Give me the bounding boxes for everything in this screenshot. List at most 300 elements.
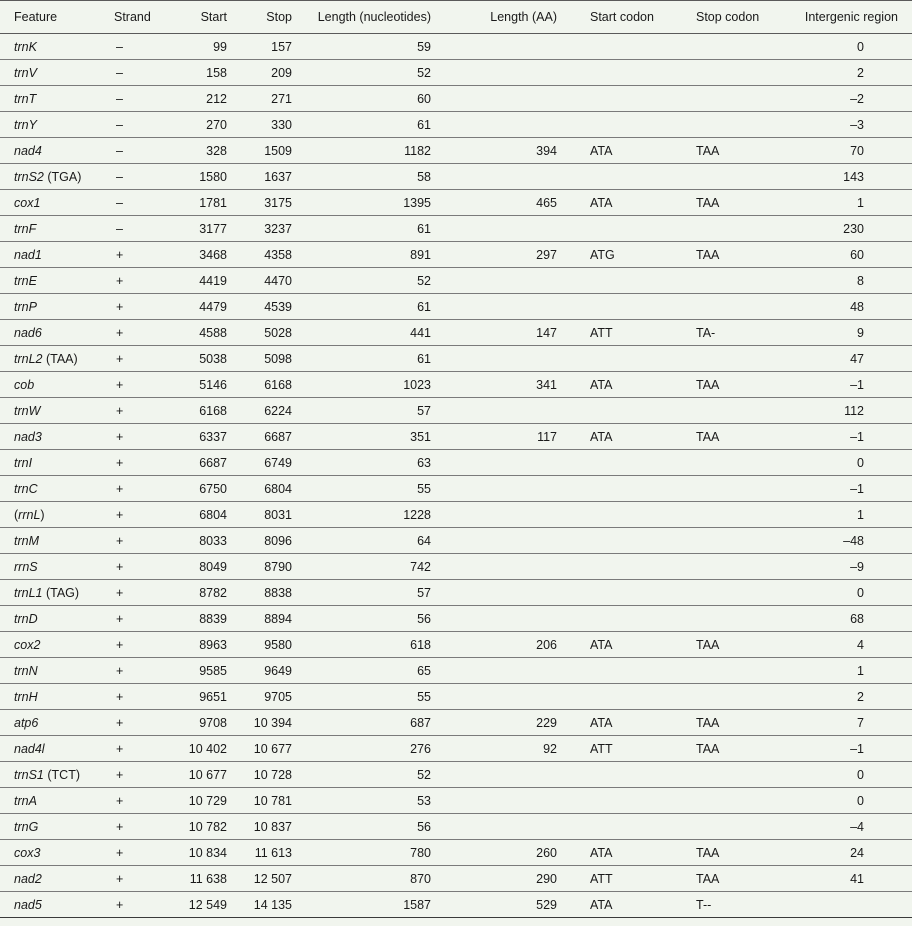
feature-name: trnK	[14, 39, 37, 54]
feature-cell	[0, 528, 114, 554]
start-cell: 4479	[166, 294, 227, 320]
stop-codon-cell	[662, 216, 767, 242]
length-aa-cell	[431, 554, 557, 580]
start-codon-cell: ATA	[557, 892, 662, 918]
stop-codon-cell	[662, 476, 767, 502]
length-nt-cell: 1228	[292, 502, 431, 528]
stop-cell: 1637	[227, 164, 292, 190]
strand-cell: –	[114, 86, 166, 112]
start-codon-cell	[557, 502, 662, 528]
feature-cell	[0, 190, 114, 216]
length-aa-cell	[431, 606, 557, 632]
length-aa-cell	[431, 658, 557, 684]
length-aa-cell	[431, 164, 557, 190]
start-cell: 212	[166, 86, 227, 112]
start-cell: 10 782	[166, 814, 227, 840]
col-header-length-aa: Length (AA)	[431, 1, 557, 34]
feature-paren-close: )	[40, 507, 45, 522]
intergenic-cell: 0	[767, 34, 912, 60]
stop-cell: 10 677	[227, 736, 292, 762]
start-cell: 9651	[166, 684, 227, 710]
start-cell: 328	[166, 138, 227, 164]
length-nt-cell: 891	[292, 242, 431, 268]
start-cell: 8033	[166, 528, 227, 554]
feature-cell	[0, 268, 114, 294]
feature-cell	[0, 216, 114, 242]
stop-codon-cell	[662, 814, 767, 840]
start-codon-cell	[557, 658, 662, 684]
length-nt-cell: 56	[292, 814, 431, 840]
start-codon-cell	[557, 762, 662, 788]
stop-codon-cell	[662, 60, 767, 86]
intergenic-cell: 1	[767, 190, 912, 216]
col-header-length-nt: Length (nucleotides)	[292, 1, 431, 34]
feature-name: trnA	[14, 793, 37, 808]
table-row	[0, 476, 912, 502]
strand-cell: +	[114, 684, 166, 710]
table-row	[0, 268, 912, 294]
length-aa-cell: 341	[431, 372, 557, 398]
length-aa-cell	[431, 762, 557, 788]
col-header-strand: Strand	[114, 1, 166, 34]
stop-codon-cell: T--	[662, 892, 767, 918]
start-codon-cell: ATA	[557, 424, 662, 450]
stop-cell: 5098	[227, 346, 292, 372]
col-header-intergenic: Intergenic region	[767, 1, 912, 34]
table-row	[0, 242, 912, 268]
start-codon-cell	[557, 814, 662, 840]
feature-cell	[0, 242, 114, 268]
feature-cell	[0, 34, 114, 60]
strand-cell: +	[114, 710, 166, 736]
intergenic-cell: 4	[767, 632, 912, 658]
feature-name: trnS1	[14, 767, 44, 782]
length-nt-cell: 52	[292, 268, 431, 294]
start-cell: 3177	[166, 216, 227, 242]
strand-cell: –	[114, 112, 166, 138]
stop-cell: 1509	[227, 138, 292, 164]
strand-cell: +	[114, 372, 166, 398]
start-cell: 6804	[166, 502, 227, 528]
strand-cell: +	[114, 554, 166, 580]
start-cell: 3468	[166, 242, 227, 268]
stop-codon-cell	[662, 502, 767, 528]
start-codon-cell: ATG	[557, 242, 662, 268]
stop-cell: 14 135	[227, 892, 292, 918]
start-codon-cell: ATA	[557, 190, 662, 216]
strand-cell: +	[114, 476, 166, 502]
intergenic-cell: –1	[767, 424, 912, 450]
feature-name: trnG	[14, 819, 39, 834]
start-cell: 12 549	[166, 892, 227, 918]
length-aa-cell	[431, 216, 557, 242]
length-nt-cell: 1587	[292, 892, 431, 918]
length-aa-cell	[431, 684, 557, 710]
intergenic-cell: 8	[767, 268, 912, 294]
start-cell: 8782	[166, 580, 227, 606]
start-codon-cell	[557, 112, 662, 138]
stop-cell: 10 781	[227, 788, 292, 814]
start-codon-cell: ATA	[557, 710, 662, 736]
table-row	[0, 138, 912, 164]
length-nt-cell: 59	[292, 34, 431, 60]
length-nt-cell: 57	[292, 580, 431, 606]
length-nt-cell: 61	[292, 112, 431, 138]
length-nt-cell: 1395	[292, 190, 431, 216]
intergenic-cell: 112	[767, 398, 912, 424]
feature-cell	[0, 450, 114, 476]
stop-codon-cell	[662, 606, 767, 632]
table-row	[0, 86, 912, 112]
stop-cell: 6168	[227, 372, 292, 398]
feature-name: trnL2	[14, 351, 43, 366]
length-nt-cell: 780	[292, 840, 431, 866]
stop-cell: 6224	[227, 398, 292, 424]
feature-cell	[0, 86, 114, 112]
stop-codon-cell	[662, 580, 767, 606]
intergenic-cell: 60	[767, 242, 912, 268]
intergenic-cell: –48	[767, 528, 912, 554]
start-codon-cell: ATT	[557, 866, 662, 892]
table-row	[0, 34, 912, 60]
feature-name: trnM	[14, 533, 39, 548]
length-aa-cell: 147	[431, 320, 557, 346]
length-aa-cell	[431, 294, 557, 320]
start-codon-cell: ATT	[557, 320, 662, 346]
start-codon-cell	[557, 684, 662, 710]
col-header-start: Start	[166, 1, 227, 34]
start-codon-cell: ATA	[557, 632, 662, 658]
start-codon-cell	[557, 554, 662, 580]
stop-cell: 4358	[227, 242, 292, 268]
stop-cell: 11 613	[227, 840, 292, 866]
feature-name: cox1	[14, 195, 41, 210]
feature-name: nad4l	[14, 741, 45, 756]
feature-name: cox2	[14, 637, 41, 652]
start-codon-cell	[557, 346, 662, 372]
intergenic-cell: 0	[767, 762, 912, 788]
col-header-stop-codon: Stop codon	[662, 1, 767, 34]
table-row	[0, 658, 912, 684]
stop-codon-cell	[662, 554, 767, 580]
table-row	[0, 736, 912, 762]
feature-cell	[0, 138, 114, 164]
strand-cell: +	[114, 294, 166, 320]
col-header-feature: Feature	[0, 1, 114, 34]
intergenic-cell: 1	[767, 658, 912, 684]
length-aa-cell: 117	[431, 424, 557, 450]
stop-codon-cell: TAA	[662, 190, 767, 216]
strand-cell: –	[114, 216, 166, 242]
stop-codon-cell: TA-	[662, 320, 767, 346]
length-nt-cell: 742	[292, 554, 431, 580]
feature-cell	[0, 294, 114, 320]
start-codon-cell: ATT	[557, 736, 662, 762]
table-row	[0, 684, 912, 710]
table-row	[0, 112, 912, 138]
start-cell: 1580	[166, 164, 227, 190]
strand-cell: +	[114, 268, 166, 294]
length-nt-cell: 618	[292, 632, 431, 658]
feature-cell	[0, 424, 114, 450]
feature-name: nad1	[14, 247, 42, 262]
stop-cell: 157	[227, 34, 292, 60]
stop-cell: 4539	[227, 294, 292, 320]
stop-cell: 9580	[227, 632, 292, 658]
feature-cell	[0, 866, 114, 892]
strand-cell: +	[114, 398, 166, 424]
stop-codon-cell	[662, 164, 767, 190]
strand-cell: +	[114, 814, 166, 840]
feature-name: trnS2	[14, 169, 44, 184]
start-codon-cell	[557, 216, 662, 242]
start-codon-cell	[557, 398, 662, 424]
strand-cell: +	[114, 840, 166, 866]
intergenic-cell: –4	[767, 814, 912, 840]
intergenic-cell: –1	[767, 372, 912, 398]
start-cell: 1781	[166, 190, 227, 216]
stop-codon-cell: TAA	[662, 372, 767, 398]
start-cell: 9585	[166, 658, 227, 684]
stop-cell: 8096	[227, 528, 292, 554]
stop-cell: 9705	[227, 684, 292, 710]
table-row	[0, 320, 912, 346]
start-cell: 10 834	[166, 840, 227, 866]
intergenic-cell: 7	[767, 710, 912, 736]
length-nt-cell: 55	[292, 684, 431, 710]
length-aa-cell: 297	[431, 242, 557, 268]
feature-cell	[0, 580, 114, 606]
table-row	[0, 216, 912, 242]
stop-codon-cell	[662, 294, 767, 320]
feature-cell	[0, 502, 114, 528]
start-cell: 10 677	[166, 762, 227, 788]
start-cell: 9708	[166, 710, 227, 736]
feature-name: cob	[14, 377, 35, 392]
strand-cell: –	[114, 164, 166, 190]
stop-cell: 4470	[227, 268, 292, 294]
table-row	[0, 840, 912, 866]
feature-name: trnC	[14, 481, 38, 496]
stop-cell: 330	[227, 112, 292, 138]
length-aa-cell	[431, 788, 557, 814]
intergenic-cell: 2	[767, 60, 912, 86]
start-cell: 6337	[166, 424, 227, 450]
stop-codon-cell: TAA	[662, 866, 767, 892]
table-row	[0, 710, 912, 736]
intergenic-cell: –3	[767, 112, 912, 138]
length-aa-cell	[431, 346, 557, 372]
length-nt-cell: 64	[292, 528, 431, 554]
feature-cell	[0, 710, 114, 736]
table-row	[0, 632, 912, 658]
strand-cell: +	[114, 788, 166, 814]
table-row	[0, 892, 912, 918]
feature-cell	[0, 892, 114, 918]
start-codon-cell	[557, 476, 662, 502]
start-codon-cell: ATA	[557, 138, 662, 164]
table-row	[0, 424, 912, 450]
strand-cell: +	[114, 502, 166, 528]
intergenic-cell: 68	[767, 606, 912, 632]
feature-cell	[0, 788, 114, 814]
table-row	[0, 502, 912, 528]
table-row	[0, 190, 912, 216]
stop-codon-cell	[662, 684, 767, 710]
feature-name: trnD	[14, 611, 38, 626]
length-aa-cell: 206	[431, 632, 557, 658]
stop-cell: 12 507	[227, 866, 292, 892]
stop-codon-cell: TAA	[662, 632, 767, 658]
stop-cell: 9649	[227, 658, 292, 684]
stop-codon-cell: TAA	[662, 736, 767, 762]
length-aa-cell	[431, 268, 557, 294]
start-cell: 6687	[166, 450, 227, 476]
feature-name: trnN	[14, 663, 38, 678]
feature-cell	[0, 762, 114, 788]
table-body	[0, 34, 912, 918]
feature-name: trnW	[14, 403, 41, 418]
length-nt-cell: 276	[292, 736, 431, 762]
stop-codon-cell	[662, 346, 767, 372]
intergenic-cell: 70	[767, 138, 912, 164]
length-aa-cell	[431, 60, 557, 86]
start-cell: 8963	[166, 632, 227, 658]
length-aa-cell	[431, 814, 557, 840]
stop-cell: 10 728	[227, 762, 292, 788]
table-row	[0, 788, 912, 814]
length-aa-cell: 394	[431, 138, 557, 164]
col-header-start-codon: Start codon	[557, 1, 662, 34]
stop-cell: 271	[227, 86, 292, 112]
length-nt-cell: 441	[292, 320, 431, 346]
feature-note: (TGA)	[43, 169, 82, 184]
table-row	[0, 372, 912, 398]
feature-cell	[0, 554, 114, 580]
stop-codon-cell	[662, 86, 767, 112]
stop-codon-cell: TAA	[662, 840, 767, 866]
start-codon-cell: ATA	[557, 840, 662, 866]
stop-codon-cell	[662, 450, 767, 476]
feature-note: (TAG)	[42, 585, 80, 600]
length-aa-cell: 260	[431, 840, 557, 866]
length-nt-cell: 53	[292, 788, 431, 814]
feature-cell	[0, 164, 114, 190]
start-codon-cell	[557, 268, 662, 294]
strand-cell: +	[114, 320, 166, 346]
intergenic-cell: 24	[767, 840, 912, 866]
length-aa-cell	[431, 86, 557, 112]
strand-cell: +	[114, 762, 166, 788]
intergenic-cell: 41	[767, 866, 912, 892]
length-nt-cell: 870	[292, 866, 431, 892]
stop-cell: 8790	[227, 554, 292, 580]
feature-name: cox3	[14, 845, 41, 860]
intergenic-cell: 2	[767, 684, 912, 710]
stop-codon-cell	[662, 398, 767, 424]
intergenic-cell: 9	[767, 320, 912, 346]
length-aa-cell: 92	[431, 736, 557, 762]
feature-name: trnH	[14, 689, 38, 704]
length-aa-cell	[431, 398, 557, 424]
feature-name: trnP	[14, 299, 37, 314]
feature-cell	[0, 684, 114, 710]
length-aa-cell: 465	[431, 190, 557, 216]
strand-cell: –	[114, 190, 166, 216]
table-row	[0, 164, 912, 190]
start-codon-cell	[557, 450, 662, 476]
stop-codon-cell	[662, 762, 767, 788]
stop-cell: 8838	[227, 580, 292, 606]
table-row	[0, 762, 912, 788]
stop-codon-cell: TAA	[662, 242, 767, 268]
table-row	[0, 528, 912, 554]
table-row	[0, 60, 912, 86]
intergenic-cell: –1	[767, 476, 912, 502]
feature-note: (TAA)	[42, 351, 78, 366]
length-nt-cell: 60	[292, 86, 431, 112]
length-nt-cell: 52	[292, 60, 431, 86]
strand-cell: +	[114, 424, 166, 450]
intergenic-cell	[767, 892, 912, 918]
start-codon-cell	[557, 528, 662, 554]
table-row	[0, 294, 912, 320]
feature-cell	[0, 632, 114, 658]
feature-name: trnI	[14, 455, 33, 470]
stop-codon-cell: TAA	[662, 138, 767, 164]
table-row	[0, 450, 912, 476]
feature-cell	[0, 606, 114, 632]
start-codon-cell	[557, 788, 662, 814]
stop-codon-cell	[662, 788, 767, 814]
stop-codon-cell	[662, 112, 767, 138]
length-nt-cell: 61	[292, 216, 431, 242]
length-aa-cell	[431, 34, 557, 60]
strand-cell: +	[114, 658, 166, 684]
start-cell: 10 402	[166, 736, 227, 762]
stop-codon-cell	[662, 528, 767, 554]
header-row	[0, 1, 912, 34]
strand-cell: +	[114, 736, 166, 762]
intergenic-cell: 230	[767, 216, 912, 242]
feature-name: nad6	[14, 325, 42, 340]
length-nt-cell: 58	[292, 164, 431, 190]
feature-cell	[0, 476, 114, 502]
length-aa-cell	[431, 528, 557, 554]
stop-cell: 5028	[227, 320, 292, 346]
start-cell: 4588	[166, 320, 227, 346]
start-cell: 6168	[166, 398, 227, 424]
length-nt-cell: 687	[292, 710, 431, 736]
feature-name: nad4	[14, 143, 42, 158]
length-nt-cell: 61	[292, 346, 431, 372]
table-row	[0, 866, 912, 892]
strand-cell: –	[114, 138, 166, 164]
length-nt-cell: 1182	[292, 138, 431, 164]
feature-name: rrnS	[14, 559, 38, 574]
strand-cell: +	[114, 346, 166, 372]
strand-cell: +	[114, 528, 166, 554]
length-aa-cell	[431, 450, 557, 476]
start-codon-cell	[557, 86, 662, 112]
start-cell: 5038	[166, 346, 227, 372]
start-cell: 11 638	[166, 866, 227, 892]
feature-cell	[0, 736, 114, 762]
length-aa-cell: 529	[431, 892, 557, 918]
table-row	[0, 814, 912, 840]
stop-cell: 8031	[227, 502, 292, 528]
start-codon-cell	[557, 606, 662, 632]
